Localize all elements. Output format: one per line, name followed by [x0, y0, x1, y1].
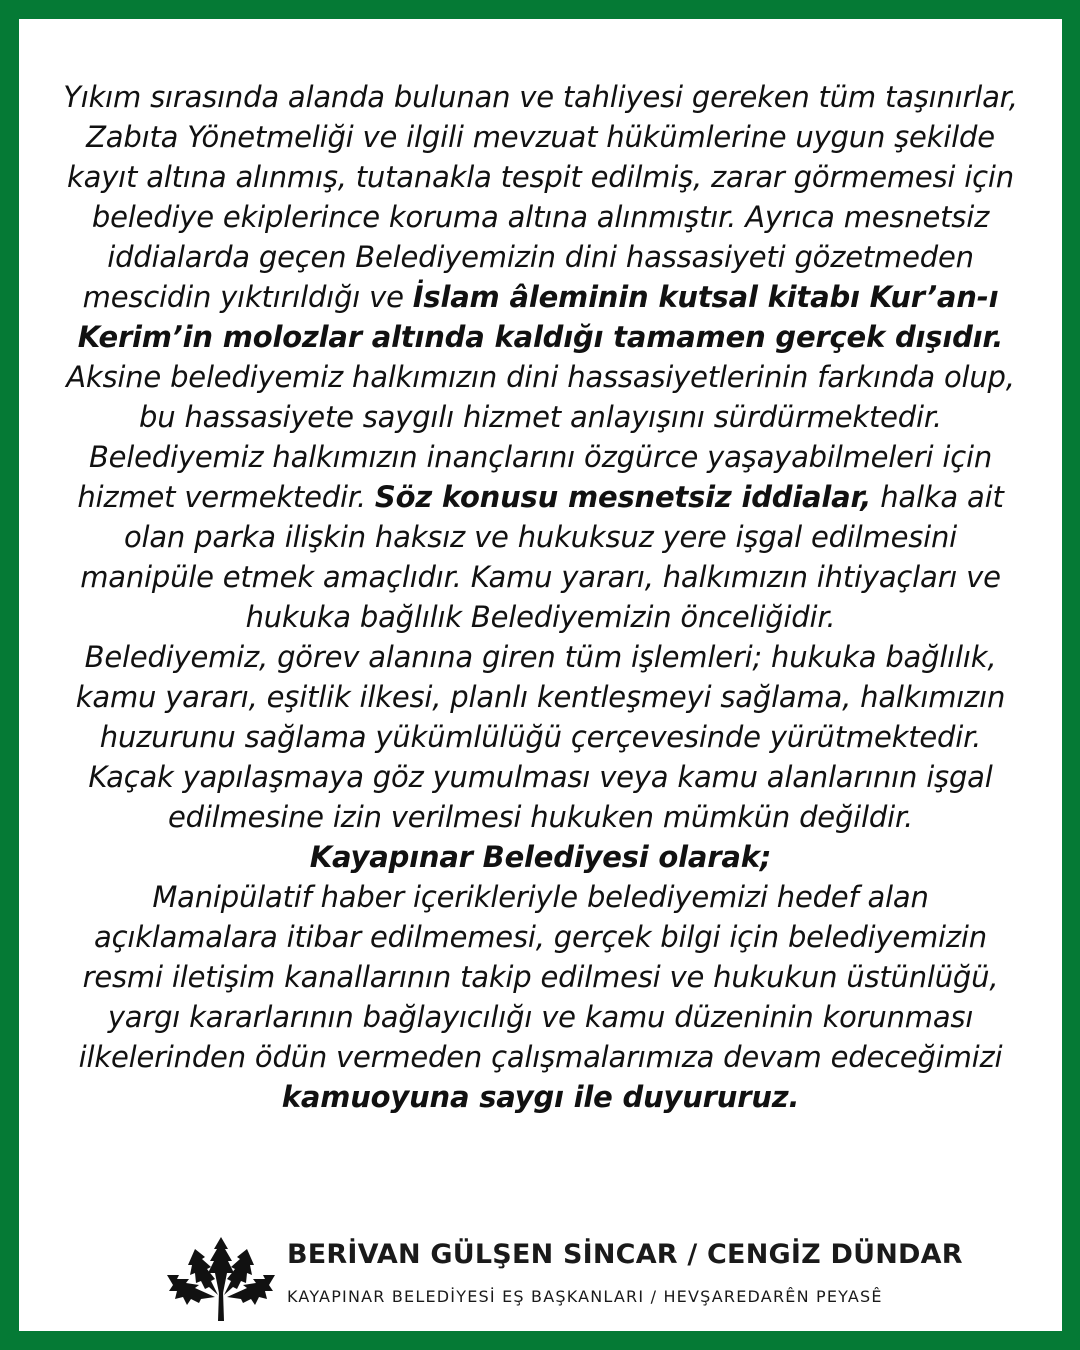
paragraph-1-text-1: Yıkım sırasında alanda bulunan ve tahliyesi gereken tüm taşınırlar, Zabıta Yönetmeliği ve ilgili mevzuat hükümlerine uygun şekilde kayıt altına alınmış, tutanakla tespit edilmiş, zarar görmemesi için belediye ekiplerince koruma altına alınmıştır. Ayrıca mesnetsiz iddialarda geçen Belediyemizin dini hassasiyeti gözetmeden mescidin yıktırıldığı ve [63, 80, 1018, 314]
section-heading-text: Kayapınar Belediyesi olarak; [309, 840, 772, 874]
paragraph-3 [59, 877, 1022, 1117]
statement-body [19, 77, 1062, 1117]
paragraph-1-bold-2: Söz konusu mesnetsiz iddialar, [374, 480, 872, 514]
signature-block [165, 1235, 963, 1325]
paragraph-3-bold-1: kamuoyuna saygı ile duyururuz. [281, 1080, 800, 1114]
paragraph-1-text-2: Aksine belediyemiz halkımızın dini hassasiyetlerinin farkında olup, bu hassasiyete saygılı hizmet anlayışını sürdürmektedir. Belediyemiz halkımızın inançlarını özgürce yaşayabilmeleri için hizmet vermektedir. [66, 360, 1015, 514]
paragraph-1-text-3: halka ait olan parka ilişkin haksız ve hukuksuz yere işgal edilmesini manipüle etmek amaçlıdır. Kamu yararı, halkımızın ihtiyaçları ve hukuka bağlılık Belediyemizin önceliğidir. [80, 480, 1004, 634]
co-mayors-names: BERİVAN GÜLŞEN SİNCAR / CENGİZ DÜNDAR [287, 1239, 963, 1270]
paragraph-2: Belediyemiz, görev alanına giren tüm işlemleri; hukuka bağlılık, kamu yararı, eşitlik ilkesi, planlı kentleşmeyi sağlama, halkımızın huzurunu sağlama yükümlülüğü çerçevesinde yürütmektedir. Kaçak yapılaşmaya göz yumulması veya kamu alanlarının işgal edilmesine izin verilmesi hukuken mümkün değildir. [75, 640, 1006, 834]
document-frame [19, 19, 1062, 1331]
paragraph-3-text-1: Manipülatif haber içerikleriyle belediyemizi hedef alan açıklamalara itibar edilmemesi, gerçek bilgi için belediyemizin resmi iletişim kanallarının takip edilmesi ve hukukun üstünlüğü, yargı kararlarının bağlayıcılığı ve kamu düzeninin korunması ilkelerinden ödün vermeden çalışmalarımıza devam edeceğimizi [78, 880, 1003, 1074]
paragraph-1-bold-1: İslam âleminin kutsal kitabı Kur’an-ı Kerim’in molozlar altında kaldığı tamamen gerçek dışıdır. [77, 280, 1004, 354]
paragraph-1 [59, 77, 1022, 637]
leaf-logo-icon [165, 1235, 277, 1321]
co-mayors-title: KAYAPINAR BELEDİYESİ EŞ BAŞKANLARI / HEVŞAREDARÊN PEYASÊ [287, 1287, 883, 1306]
section-heading [59, 837, 1022, 877]
